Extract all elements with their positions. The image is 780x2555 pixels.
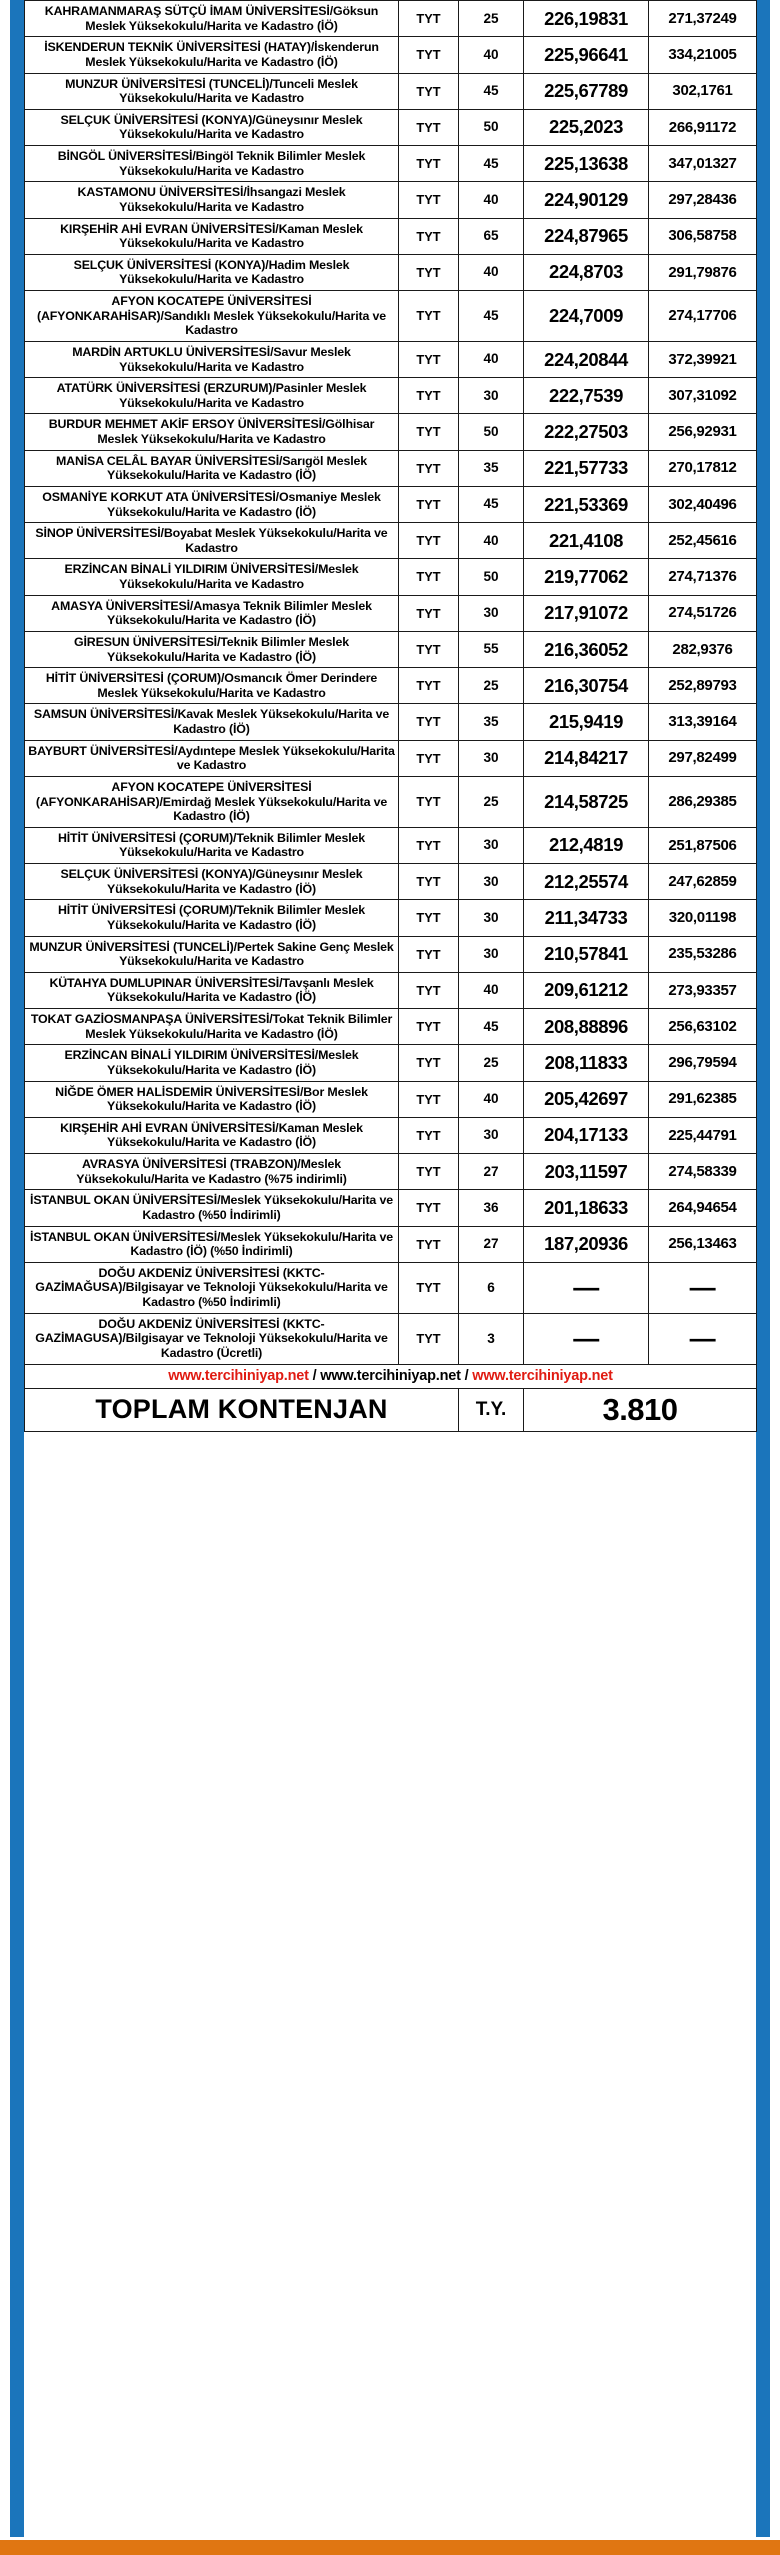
exam-type-cell: TYT <box>399 254 459 290</box>
quota-cell: 30 <box>459 936 524 972</box>
program-name-cell: MUNZUR ÜNİVERSİTESİ (TUNCELİ)/Tunceli Meslek Yüksekokulu/Harita ve Kadastro <box>25 73 399 109</box>
table-row <box>25 1313 757 1364</box>
exam-type-cell: TYT <box>399 827 459 863</box>
total-row <box>25 1388 757 1432</box>
site-banner-row <box>25 1364 757 1388</box>
exam-type-cell: TYT <box>399 668 459 704</box>
base-rank-cell: — <box>649 1313 757 1364</box>
ranking-table-container <box>24 0 756 1432</box>
program-name-cell: NİĞDE ÖMER HALİSDEMİR ÜNİVERSİTESİ/Bor Meslek Yüksekokulu/Harita ve Kadastro (İÖ) <box>25 1081 399 1117</box>
base-score-cell: 214,84217 <box>524 740 649 776</box>
base-rank-cell: 235,53286 <box>649 936 757 972</box>
program-name-cell: BAYBURT ÜNİVERSİTESİ/Aydıntepe Meslek Yüksekokulu/Harita ve Kadastro <box>25 740 399 776</box>
exam-type-cell: TYT <box>399 559 459 595</box>
bottom-orange-bar <box>0 2540 780 2555</box>
base-rank-cell: 291,62385 <box>649 1081 757 1117</box>
base-rank-cell: 274,51726 <box>649 595 757 631</box>
table-row <box>25 523 757 559</box>
quota-cell: 25 <box>459 1 524 37</box>
quota-cell: 45 <box>459 1009 524 1045</box>
program-name-cell: KÜTAHYA DUMLUPINAR ÜNİVERSİTESİ/Tavşanlı Meslek Yüksekokulu/Harita ve Kadastro (İÖ) <box>25 972 399 1008</box>
quota-cell: 55 <box>459 631 524 667</box>
program-name-cell: BİNGÖL ÜNİVERSİTESİ/Bingöl Teknik Bilimler Meslek Yüksekokulu/Harita ve Kadastro <box>25 146 399 182</box>
quota-cell: 30 <box>459 827 524 863</box>
base-score-cell: 187,20936 <box>524 1226 649 1262</box>
base-score-cell: 216,36052 <box>524 631 649 667</box>
program-name-cell: ATATÜRK ÜNİVERSİTESİ (ERZURUM)/Pasinler Meslek Yüksekokulu/Harita ve Kadastro <box>25 378 399 414</box>
base-rank-cell: 270,17812 <box>649 450 757 486</box>
total-label-cell: TOPLAM KONTENJAN <box>25 1388 459 1432</box>
quota-cell: 25 <box>459 668 524 704</box>
quota-cell: 45 <box>459 146 524 182</box>
quota-cell: 30 <box>459 1117 524 1153</box>
base-score-cell: 208,88896 <box>524 1009 649 1045</box>
quota-cell: 30 <box>459 900 524 936</box>
base-score-cell: 215,9419 <box>524 704 649 740</box>
base-score-cell: — <box>524 1262 649 1313</box>
base-score-cell: 221,57733 <box>524 450 649 486</box>
base-rank-cell: 247,62859 <box>649 864 757 900</box>
table-row <box>25 146 757 182</box>
base-score-cell: 224,20844 <box>524 341 649 377</box>
program-name-cell: BURDUR MEHMET AKİF ERSOY ÜNİVERSİTESİ/Gölhisar Meslek Yüksekokulu/Harita ve Kadastro <box>25 414 399 450</box>
right-blue-rail <box>756 0 770 2537</box>
base-score-cell: 226,19831 <box>524 1 649 37</box>
base-rank-cell: 256,13463 <box>649 1226 757 1262</box>
base-score-cell: 224,87965 <box>524 218 649 254</box>
program-name-cell: TOKAT GAZİOSMANPAŞA ÜNİVERSİTESİ/Tokat Teknik Bilimler Meslek Yüksekokulu/Harita ve Kadastro (İÖ) <box>25 1009 399 1045</box>
exam-type-cell: TYT <box>399 1226 459 1262</box>
program-name-cell: DOĞU AKDENİZ ÜNİVERSİTESİ (KKTC-GAZİMAGUSA)/Bilgisayar ve Teknoloji Yüksekokulu/Harita ve Kadastro (Ücretli) <box>25 1313 399 1364</box>
program-name-cell: SELÇUK ÜNİVERSİTESİ (KONYA)/Güneysınır Meslek Yüksekokulu/Harita ve Kadastro (İÖ) <box>25 864 399 900</box>
program-name-cell: AVRASYA ÜNİVERSİTESİ (TRABZON)/Meslek Yüksekokulu/Harita ve Kadastro (%75 indirimli) <box>25 1154 399 1190</box>
quota-cell: 36 <box>459 1190 524 1226</box>
base-score-cell: 208,11833 <box>524 1045 649 1081</box>
base-score-cell: 217,91072 <box>524 595 649 631</box>
exam-type-cell: TYT <box>399 378 459 414</box>
site-link-3[interactable]: www.tercihiniyap.net <box>472 1367 613 1384</box>
program-name-cell: ERZİNCAN BİNALİ YILDIRIM ÜNİVERSİTESİ/Meslek Yüksekokulu/Harita ve Kadastro (İÖ) <box>25 1045 399 1081</box>
exam-type-cell: TYT <box>399 900 459 936</box>
ranking-table-body <box>25 1 757 1365</box>
exam-type-cell: TYT <box>399 595 459 631</box>
exam-type-cell: TYT <box>399 341 459 377</box>
total-badge-cell: T.Y. <box>459 1388 524 1432</box>
quota-cell: 65 <box>459 218 524 254</box>
quota-cell: 50 <box>459 109 524 145</box>
base-rank-cell: 266,91172 <box>649 109 757 145</box>
table-row <box>25 37 757 73</box>
quota-cell: 35 <box>459 450 524 486</box>
exam-type-cell: TYT <box>399 37 459 73</box>
base-rank-cell: 296,79594 <box>649 1045 757 1081</box>
table-row <box>25 936 757 972</box>
program-name-cell: SELÇUK ÜNİVERSİTESİ (KONYA)/Hadim Meslek Yüksekokulu/Harita ve Kadastro <box>25 254 399 290</box>
table-row <box>25 73 757 109</box>
table-row <box>25 1262 757 1313</box>
program-name-cell: HİTİT ÜNİVERSİTESİ (ÇORUM)/Osmancık Ömer Derindere Meslek Yüksekokulu/Harita ve Kadastro <box>25 668 399 704</box>
program-name-cell: İSKENDERUN TEKNİK ÜNİVERSİTESİ (HATAY)/İskenderun Meslek Yüksekokulu/Harita ve Kadastro (İÖ) <box>25 37 399 73</box>
exam-type-cell: TYT <box>399 414 459 450</box>
exam-type-cell: TYT <box>399 1045 459 1081</box>
table-row <box>25 1117 757 1153</box>
base-rank-cell: 307,31092 <box>649 378 757 414</box>
table-row <box>25 450 757 486</box>
left-blue-rail <box>10 0 24 2537</box>
exam-type-cell: TYT <box>399 936 459 972</box>
table-row <box>25 486 757 522</box>
program-name-cell: SELÇUK ÜNİVERSİTESİ (KONYA)/Güneysınır Meslek Yüksekokulu/Harita ve Kadastro <box>25 109 399 145</box>
program-name-cell: MUNZUR ÜNİVERSİTESİ (TUNCELİ)/Pertek Sakine Genç Meslek Yüksekokulu/Harita ve Kadastro <box>25 936 399 972</box>
site-separator-2: / <box>460 1367 473 1384</box>
program-name-cell: HİTİT ÜNİVERSİTESİ (ÇORUM)/Teknik Bilimler Meslek Yüksekokulu/Harita ve Kadastro (İÖ) <box>25 900 399 936</box>
program-name-cell: KIRŞEHİR AHİ EVRAN ÜNİVERSİTESİ/Kaman Meslek Yüksekokulu/Harita ve Kadastro <box>25 218 399 254</box>
program-name-cell: AFYON KOCATEPE ÜNİVERSİTESİ (AFYONKARAHİSAR)/Emirdağ Meslek Yüksekokulu/Harita ve Kadastro (İÖ) <box>25 776 399 827</box>
base-rank-cell: 251,87506 <box>649 827 757 863</box>
table-row <box>25 668 757 704</box>
base-score-cell: 212,25574 <box>524 864 649 900</box>
base-rank-cell: 273,93357 <box>649 972 757 1008</box>
exam-type-cell: TYT <box>399 291 459 342</box>
base-score-cell: 224,90129 <box>524 182 649 218</box>
program-name-cell: OSMANİYE KORKUT ATA ÜNİVERSİTESİ/Osmaniye Meslek Yüksekokulu/Harita ve Kadastro (İÖ) <box>25 486 399 522</box>
base-score-cell: 216,30754 <box>524 668 649 704</box>
table-footer-body <box>25 1364 757 1432</box>
base-rank-cell: 302,1761 <box>649 73 757 109</box>
table-row <box>25 414 757 450</box>
exam-type-cell: TYT <box>399 146 459 182</box>
exam-type-cell: TYT <box>399 1262 459 1313</box>
base-rank-cell: 372,39921 <box>649 341 757 377</box>
base-score-cell: 221,4108 <box>524 523 649 559</box>
base-score-cell: 225,2023 <box>524 109 649 145</box>
exam-type-cell: TYT <box>399 1009 459 1045</box>
quota-cell: 40 <box>459 972 524 1008</box>
program-name-cell: SİNOP ÜNİVERSİTESİ/Boyabat Meslek Yüksekokulu/Harita ve Kadastro <box>25 523 399 559</box>
site-separator-1: / <box>308 1367 321 1384</box>
base-rank-cell: 271,37249 <box>649 1 757 37</box>
base-rank-cell: 291,79876 <box>649 254 757 290</box>
exam-type-cell: TYT <box>399 1313 459 1364</box>
base-score-cell: 225,67789 <box>524 73 649 109</box>
table-row <box>25 341 757 377</box>
table-row <box>25 972 757 1008</box>
quota-cell: 27 <box>459 1226 524 1262</box>
quota-cell: 30 <box>459 864 524 900</box>
base-rank-cell: 225,44791 <box>649 1117 757 1153</box>
quota-cell: 27 <box>459 1154 524 1190</box>
table-row <box>25 218 757 254</box>
exam-type-cell: TYT <box>399 109 459 145</box>
base-score-cell: 204,17133 <box>524 1117 649 1153</box>
program-name-cell: ERZİNCAN BİNALİ YILDIRIM ÜNİVERSİTESİ/Meslek Yüksekokulu/Harita ve Kadastro <box>25 559 399 595</box>
exam-type-cell: TYT <box>399 704 459 740</box>
table-row <box>25 1154 757 1190</box>
base-score-cell: 201,18633 <box>524 1190 649 1226</box>
exam-type-cell: TYT <box>399 972 459 1008</box>
quota-cell: 40 <box>459 254 524 290</box>
exam-type-cell: TYT <box>399 450 459 486</box>
exam-type-cell: TYT <box>399 73 459 109</box>
base-rank-cell: — <box>649 1262 757 1313</box>
exam-type-cell: TYT <box>399 776 459 827</box>
table-row <box>25 1009 757 1045</box>
quota-cell: 50 <box>459 559 524 595</box>
site-link-1[interactable]: www.tercihiniyap.net <box>168 1367 309 1384</box>
table-row <box>25 1081 757 1117</box>
table-row <box>25 595 757 631</box>
base-rank-cell: 334,21005 <box>649 37 757 73</box>
base-score-cell: 212,4819 <box>524 827 649 863</box>
program-name-cell: MARDİN ARTUKLU ÜNİVERSİTESİ/Savur Meslek Yüksekokulu/Harita ve Kadastro <box>25 341 399 377</box>
program-name-cell: GİRESUN ÜNİVERSİTESİ/Teknik Bilimler Meslek Yüksekokulu/Harita ve Kadastro (İÖ) <box>25 631 399 667</box>
base-rank-cell: 297,28436 <box>649 182 757 218</box>
base-score-cell: — <box>524 1313 649 1364</box>
program-name-cell: KIRŞEHİR AHİ EVRAN ÜNİVERSİTESİ/Kaman Meslek Yüksekokulu/Harita ve Kadastro (İÖ) <box>25 1117 399 1153</box>
quota-cell: 25 <box>459 776 524 827</box>
program-name-cell: DOĞU AKDENİZ ÜNİVERSİTESİ (KKTC-GAZİMAĞUSA)/Bilgisayar ve Teknoloji Yüksekokulu/Harita ve Kadastro (%50 İndirimli) <box>25 1262 399 1313</box>
base-score-cell: 225,96641 <box>524 37 649 73</box>
quota-cell: 40 <box>459 523 524 559</box>
exam-type-cell: TYT <box>399 1 459 37</box>
base-rank-cell: 252,89793 <box>649 668 757 704</box>
base-rank-cell: 313,39164 <box>649 704 757 740</box>
base-score-cell: 222,27503 <box>524 414 649 450</box>
base-rank-cell: 286,29385 <box>649 776 757 827</box>
program-name-cell: İSTANBUL OKAN ÜNİVERSİTESİ/Meslek Yüksekokulu/Harita ve Kadastro (İÖ) (%50 İndirimli) <box>25 1226 399 1262</box>
quota-cell: 6 <box>459 1262 524 1313</box>
base-score-cell: 219,77062 <box>524 559 649 595</box>
exam-type-cell: TYT <box>399 182 459 218</box>
exam-type-cell: TYT <box>399 486 459 522</box>
table-row <box>25 776 757 827</box>
base-rank-cell: 274,71376 <box>649 559 757 595</box>
base-score-cell: 211,34733 <box>524 900 649 936</box>
quota-cell: 45 <box>459 291 524 342</box>
exam-type-cell: TYT <box>399 1154 459 1190</box>
base-score-cell: 222,7539 <box>524 378 649 414</box>
base-rank-cell: 306,58758 <box>649 218 757 254</box>
table-row <box>25 1045 757 1081</box>
exam-type-cell: TYT <box>399 1081 459 1117</box>
site-link-2[interactable]: www.tercihiniyap.net <box>320 1367 461 1384</box>
base-rank-cell: 302,40496 <box>649 486 757 522</box>
table-row <box>25 827 757 863</box>
program-name-cell: AMASYA ÜNİVERSİTESİ/Amasya Teknik Bilimler Meslek Yüksekokulu/Harita ve Kadastro (İÖ) <box>25 595 399 631</box>
base-rank-cell: 256,92931 <box>649 414 757 450</box>
table-row <box>25 631 757 667</box>
program-name-cell: İSTANBUL OKAN ÜNİVERSİTESİ/Meslek Yüksekokulu/Harita ve Kadastro (%50 İndirimli) <box>25 1190 399 1226</box>
table-row <box>25 254 757 290</box>
site-banner-cell <box>25 1364 757 1388</box>
exam-type-cell: TYT <box>399 1117 459 1153</box>
table-row <box>25 559 757 595</box>
quota-cell: 40 <box>459 37 524 73</box>
exam-type-cell: TYT <box>399 740 459 776</box>
base-rank-cell: 347,01327 <box>649 146 757 182</box>
base-rank-cell: 274,17706 <box>649 291 757 342</box>
quota-cell: 40 <box>459 182 524 218</box>
base-score-cell: 210,57841 <box>524 936 649 972</box>
quota-cell: 25 <box>459 1045 524 1081</box>
quota-cell: 3 <box>459 1313 524 1364</box>
program-name-cell: AFYON KOCATEPE ÜNİVERSİTESİ (AFYONKARAHİSAR)/Sandıklı Meslek Yüksekokulu/Harita ve Kadastro <box>25 291 399 342</box>
program-name-cell: KASTAMONU ÜNİVERSİTESİ/İhsangazi Meslek Yüksekokulu/Harita ve Kadastro <box>25 182 399 218</box>
base-rank-cell: 264,94654 <box>649 1190 757 1226</box>
quota-cell: 45 <box>459 486 524 522</box>
quota-cell: 30 <box>459 595 524 631</box>
quota-cell: 30 <box>459 378 524 414</box>
base-rank-cell: 320,01198 <box>649 900 757 936</box>
program-name-cell: SAMSUN ÜNİVERSİTESİ/Kavak Meslek Yüksekokulu/Harita ve Kadastro (İÖ) <box>25 704 399 740</box>
base-score-cell: 205,42697 <box>524 1081 649 1117</box>
base-score-cell: 221,53369 <box>524 486 649 522</box>
table-row <box>25 900 757 936</box>
ranking-table <box>24 0 757 1432</box>
base-score-cell: 224,8703 <box>524 254 649 290</box>
table-row <box>25 378 757 414</box>
base-score-cell: 203,11597 <box>524 1154 649 1190</box>
total-value-cell: 3.810 <box>524 1388 757 1432</box>
table-row <box>25 1190 757 1226</box>
base-score-cell: 225,13638 <box>524 146 649 182</box>
base-score-cell: 209,61212 <box>524 972 649 1008</box>
program-name-cell: MANİSA CELÂL BAYAR ÜNİVERSİTESİ/Sarıgöl Meslek Yüksekokulu/Harita ve Kadastro (İÖ) <box>25 450 399 486</box>
quota-cell: 40 <box>459 341 524 377</box>
table-row <box>25 704 757 740</box>
base-rank-cell: 282,9376 <box>649 631 757 667</box>
base-rank-cell: 252,45616 <box>649 523 757 559</box>
program-name-cell: KAHRAMANMARAŞ SÜTÇÜ İMAM ÜNİVERSİTESİ/Göksun Meslek Yüksekokulu/Harita ve Kadastro (İÖ) <box>25 1 399 37</box>
base-score-cell: 214,58725 <box>524 776 649 827</box>
quota-cell: 35 <box>459 704 524 740</box>
exam-type-cell: TYT <box>399 1190 459 1226</box>
table-row <box>25 291 757 342</box>
exam-type-cell: TYT <box>399 864 459 900</box>
program-name-cell: HİTİT ÜNİVERSİTESİ (ÇORUM)/Teknik Bilimler Meslek Yüksekokulu/Harita ve Kadastro <box>25 827 399 863</box>
quota-cell: 30 <box>459 740 524 776</box>
exam-type-cell: TYT <box>399 631 459 667</box>
base-rank-cell: 297,82499 <box>649 740 757 776</box>
table-row <box>25 109 757 145</box>
table-row <box>25 182 757 218</box>
table-row <box>25 740 757 776</box>
exam-type-cell: TYT <box>399 218 459 254</box>
quota-cell: 45 <box>459 73 524 109</box>
table-row <box>25 1226 757 1262</box>
quota-cell: 40 <box>459 1081 524 1117</box>
table-row <box>25 1 757 37</box>
base-score-cell: 224,7009 <box>524 291 649 342</box>
quota-cell: 50 <box>459 414 524 450</box>
base-rank-cell: 256,63102 <box>649 1009 757 1045</box>
exam-type-cell: TYT <box>399 523 459 559</box>
base-rank-cell: 274,58339 <box>649 1154 757 1190</box>
table-row <box>25 864 757 900</box>
